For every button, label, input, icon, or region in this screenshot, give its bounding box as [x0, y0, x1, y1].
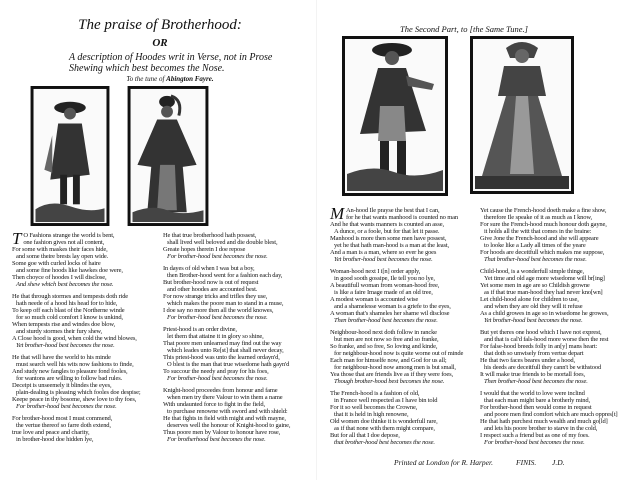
- verse-line: A woman that's shameles her shame wil disclose: [330, 310, 450, 317]
- verse-line: For it so well becomes the Crowne,: [330, 404, 418, 411]
- stanza: [480, 329, 618, 385]
- stanza: [12, 293, 141, 349]
- tune-prefix: To the tune of: [126, 75, 165, 83]
- verse-line: A beautifull woman from woman-hood free,: [330, 282, 440, 289]
- verse-line: But yet theres one hood which I have not exprest,: [480, 329, 602, 336]
- stanza: [163, 387, 290, 443]
- verse-line: the vertue thereof so farre doth extend,: [16, 422, 111, 429]
- stanza: [330, 390, 463, 446]
- verse-line: which makes the poore man to stand in a muse,: [167, 300, 284, 307]
- verse-line: He that through stormes and tempests doth ride: [12, 293, 129, 300]
- verse-line: and some fine hoods like hawkes doe were,: [16, 267, 123, 274]
- verse-line: Yet cause the French-hood doeth make a fine show,: [480, 207, 607, 214]
- verse-line: Yet time and old age more wisedome will br[ing]: [484, 275, 605, 282]
- verse-line: Each man for himselfe now, and God for us all;: [330, 357, 447, 364]
- refrain-line: For brother-hood best becomes the nose.: [167, 314, 268, 321]
- verse-line: then Brother-hood went for a fashion each day,: [167, 272, 283, 279]
- right-page-column-1: [330, 204, 464, 451]
- left-page-column-2: [163, 232, 290, 448]
- ballad-title: The praise of Brotherhood:: [78, 17, 242, 33]
- verse-line: Woman-hood next I i[n] order apply,: [330, 268, 421, 275]
- refrain-line: Yet brother-hood best becomes the nose.: [334, 256, 433, 263]
- verse-line: Give Jone the French-hood and she will appeare: [480, 235, 599, 242]
- verse-line: He that fights in field with might and with mayne,: [163, 415, 286, 422]
- woodcut-man-illustration: [342, 36, 448, 196]
- finis: FINIS.: [516, 458, 537, 467]
- refrain-line: Yet brother-hood best becomes the nose.: [16, 342, 115, 349]
- description-line: Shewing which best becomes the Nose.: [69, 63, 225, 74]
- verse-line: And a man is a man, where so ever he goes: [330, 249, 437, 256]
- verse-line: true love and peace and charity,: [12, 429, 90, 436]
- refrain-line: For brother-hood best becomes the nose.: [167, 375, 268, 382]
- verse-line: Greate hopes therein I doe repose: [163, 246, 246, 253]
- verse-line: To keep off each blast of the Northerne winde: [12, 307, 125, 314]
- right-page-column-2: [480, 207, 618, 451]
- verse-line: The French-hood is a fashion of old,: [330, 390, 420, 397]
- verse-line: and a shamelesse woman is a griefe to the eyes,: [334, 303, 451, 310]
- refrain-line: Though brother-hood best becomes the nose.: [334, 378, 445, 385]
- verse-line: shall lived well beloved and die double blest,: [167, 239, 278, 246]
- verse-line: which leades unto Re[st] that shall never decay,: [167, 347, 284, 354]
- verse-line: but men are not now so free and so franke,: [334, 336, 439, 343]
- verse-line: And he that wants manners is counted an asse,: [330, 221, 445, 228]
- verse-line: O blest is the man that true wisedome hath gayn'd: [167, 361, 290, 368]
- imprint: Printed at London for R. Harper.: [394, 458, 493, 467]
- verse-line: is like a faire Image made of an old tree,: [334, 289, 433, 296]
- verse-line: Knight-hood proceedes from honour and fame: [163, 387, 278, 394]
- tune-line: [60, 75, 280, 83]
- verse-line: O Fashions strange the world is bent,: [23, 232, 115, 239]
- verse-line: For sure the French-hood much honour doth gayne,: [480, 221, 607, 228]
- refrain-line: For brotherhood best becomes the nose.: [167, 436, 266, 443]
- verse-line: that it is held in high renowne,: [334, 411, 409, 418]
- verse-line: as if that none with them might compare,: [334, 425, 435, 432]
- drop-cap: T: [12, 229, 22, 248]
- verse-line: So franke, and so free, So loving and kinde,: [330, 343, 438, 350]
- page-fold: [316, 0, 317, 480]
- verse-line: and that is cal'd fals-hood more worse then the rest: [484, 336, 609, 343]
- verse-line: as if that true man-hood they had never kno[wn]: [484, 289, 603, 296]
- verse-line: must search well his wits now fashions to finde,: [16, 361, 134, 368]
- verse-line: Priest-hood is an order divine,: [163, 326, 237, 333]
- refrain-line: Then brother-hood best becomes the nose.: [334, 317, 438, 324]
- tune-name: Abington Fayre.: [166, 75, 214, 83]
- verse-line: plain-dealing is pleasing which fooles doe despise;: [16, 389, 141, 396]
- verse-line: for neighbour-hood now among men is but small,: [334, 364, 456, 371]
- verse-line: yet he that hath man-hood is a man at the least,: [334, 242, 449, 249]
- stanza: [163, 265, 290, 321]
- verse-line: for he that wants manhood is counted no man: [346, 214, 458, 221]
- woodcut-priest-illustration: [127, 86, 209, 226]
- verse-line: But brother-hood now is out of request: [163, 279, 259, 286]
- verse-line: Neighbour-hood next doth follow in rancke: [330, 329, 437, 336]
- stanza: [330, 329, 463, 385]
- stanza: [480, 207, 618, 263]
- second-part-heading: The Second Part, to [the Same Tune.]: [400, 24, 528, 34]
- verse-line: For now strange tricks and trifles they use,: [163, 293, 268, 300]
- verse-line: and poore men find comfort which are much oppres[t]: [484, 411, 618, 418]
- verse-line: Thus poore men by Valour to honour have rose,: [163, 429, 281, 436]
- refrain-line: that brother-hood best becomes the nose.: [334, 439, 435, 446]
- verse-line: For some with maskes their faces hide,: [12, 246, 108, 253]
- verse-line: For brother-hood most I must commend,: [12, 415, 113, 422]
- verse-line: When tempests rise and windes doe blow,: [12, 321, 115, 328]
- verse-line: Yea those that are friends live as if they were foes,: [330, 371, 453, 378]
- verse-line: For hoods are deceitfull which makes me suppose,: [480, 249, 605, 256]
- verse-line: This priest-hood was unto the learned ordayn'd,: [163, 354, 280, 361]
- description-line: A description of Hoodes writ in Verse, not in Prose: [69, 52, 273, 63]
- verse-line: Some goe with curled locks of haire: [12, 260, 101, 267]
- verse-line: in good sooth gossipe, Ile tell you no lye,: [334, 275, 435, 282]
- verse-line: With undaunted force to fight in the field,: [163, 401, 265, 408]
- refrain-line: And shew which best becomes the nose.: [16, 281, 114, 288]
- verse-line: He that will have the world to his minde: [12, 354, 111, 361]
- refrain-line: For brother-hood best becomes the nose.: [16, 403, 117, 410]
- verse-line: and lets his poore brother to starve in the cold,: [484, 425, 598, 432]
- stanza: [330, 204, 463, 263]
- verse-line: It will make true friends to be mortall foes,: [480, 371, 585, 378]
- verse-line: and when they are old they will it refuse: [484, 303, 583, 310]
- stanza: [163, 232, 290, 260]
- verse-line: Keepe peace in thy bosome, shew love to thy foes,: [12, 396, 137, 403]
- woodcut-lady-illustration: [470, 36, 574, 194]
- verse-line: He that true brotherhood hath possest,: [163, 232, 257, 239]
- verse-line: it holds all the witt that comes in the braine:: [484, 228, 592, 235]
- verse-line: for wantons are willing to follow bad rules.: [16, 375, 123, 382]
- verse-line: and other hoodes are accounted best.: [167, 286, 258, 293]
- stanza: [480, 268, 618, 324]
- left-page-column-1: [12, 229, 141, 448]
- stanza: [163, 326, 290, 382]
- verse-line: A Close hood is good, when cold the wind blowes,: [12, 335, 137, 342]
- ballad-description: [55, 52, 285, 74]
- refrain-line: Yet brother-hood best becomes the nose.: [484, 317, 583, 324]
- verse-line: that each man might bare a brotherly mind,: [484, 397, 590, 404]
- verse-line: to purchase renowne with sword and with shield:: [167, 408, 288, 415]
- woodcut-gentleman-illustration: [30, 86, 110, 226]
- verse-line: Manhood is more then some men have possest,: [330, 235, 447, 242]
- verse-line: Then choyce of hoodes I will disclose,: [12, 274, 107, 281]
- verse-line: A dunce, or a foole, but for that let it passe.: [334, 228, 440, 235]
- verse-line: Child-hood, is a wonderfull simple thinge,: [480, 268, 585, 275]
- verse-line: deserves well the honour of Knight-hood to gaine,: [167, 422, 291, 429]
- verse-line: and some theire brests lay open wide.: [16, 253, 109, 260]
- verse-line: To succour the needy and pray for his foes,: [163, 368, 269, 375]
- verse-line: An-hood Ile prayse the best that I can,: [346, 207, 440, 214]
- refrain-line: Then brother-hood best becomes the nose.: [484, 378, 588, 385]
- verse-line: in France well respected as I have bin told: [334, 397, 438, 404]
- refrain-line: For brother-hood best becomes the nose.: [484, 439, 585, 446]
- verse-line: in brother-hood doe hidden lye,: [16, 436, 94, 443]
- verse-line: one fashion gives not all content,: [23, 239, 105, 246]
- verse-line: Deceipt is unseemely it blindes the eyes,: [12, 382, 112, 389]
- stanza: [480, 390, 618, 446]
- verse-line: to looke like a Lady all times of the yeare: [484, 242, 586, 249]
- stanza: [12, 354, 141, 410]
- verse-line: Let child-hood alone for children to use,: [480, 296, 579, 303]
- stanza: [12, 415, 141, 443]
- verse-line: let them that attaine it in glory so shine,: [167, 333, 264, 340]
- verse-line: and sturdy stormes their fury shew,: [16, 328, 103, 335]
- verse-line: I would that the world to love were inclind: [480, 390, 585, 397]
- stanza: [12, 229, 141, 288]
- verse-line: He that hath purchest much wealth and much go[ld]: [480, 418, 608, 425]
- verse-line: For brother-hood then would come in request: [480, 404, 592, 411]
- verse-line: when men try there Valour to win them a name: [167, 394, 283, 401]
- verse-line: Old women doe thinke it is wonderfull rare,: [330, 418, 438, 425]
- verse-line: therefore Ile speake of it as much as I know,: [484, 214, 592, 221]
- verse-line: In dayes of old when I was but a boy,: [163, 265, 255, 272]
- title-or: OR: [152, 37, 168, 49]
- verse-line: I respect such a friend but as one of my foes.: [480, 432, 590, 439]
- verse-line: for so much cold comfort I know is unkind,: [16, 314, 123, 321]
- verse-line: And study new fangles to pleasure fond fooles,: [12, 368, 128, 375]
- refrain-line: That brother-hood best becomes the nose.: [484, 256, 587, 263]
- verse-line: that doth so unwisely from vertue depart: [484, 350, 584, 357]
- drop-cap: M: [330, 204, 345, 223]
- verse-line: He that two faces beares under a hood,: [480, 357, 576, 364]
- verse-line: I doe say no more then all the world knowes,: [163, 307, 274, 314]
- verse-line: As a child growes in age so in wisedome he growes,: [480, 310, 609, 317]
- stanza: [330, 268, 463, 324]
- refrain-line: For brother-hood best becomes the nose.: [167, 253, 268, 260]
- verse-line: For false-hood breeds folly in an[y] mans heart:: [480, 343, 598, 350]
- verse-line: A modest woman is accounted wise: [330, 296, 419, 303]
- author-initials: J.D.: [552, 458, 565, 467]
- verse-line: his deeds are deceitfull they cann't be withstood: [484, 364, 602, 371]
- verse-line: for neighbour-hood now is quite worne out of minde: [334, 350, 464, 357]
- verse-line: That poore men unlearned may find out the way: [163, 340, 282, 347]
- verse-line: But for all that I doe depose,: [330, 432, 400, 439]
- verse-line: Yet some men in age are so Childish growne: [480, 282, 590, 289]
- verse-line: hath neede of a hood his head for to hide,: [16, 300, 118, 307]
